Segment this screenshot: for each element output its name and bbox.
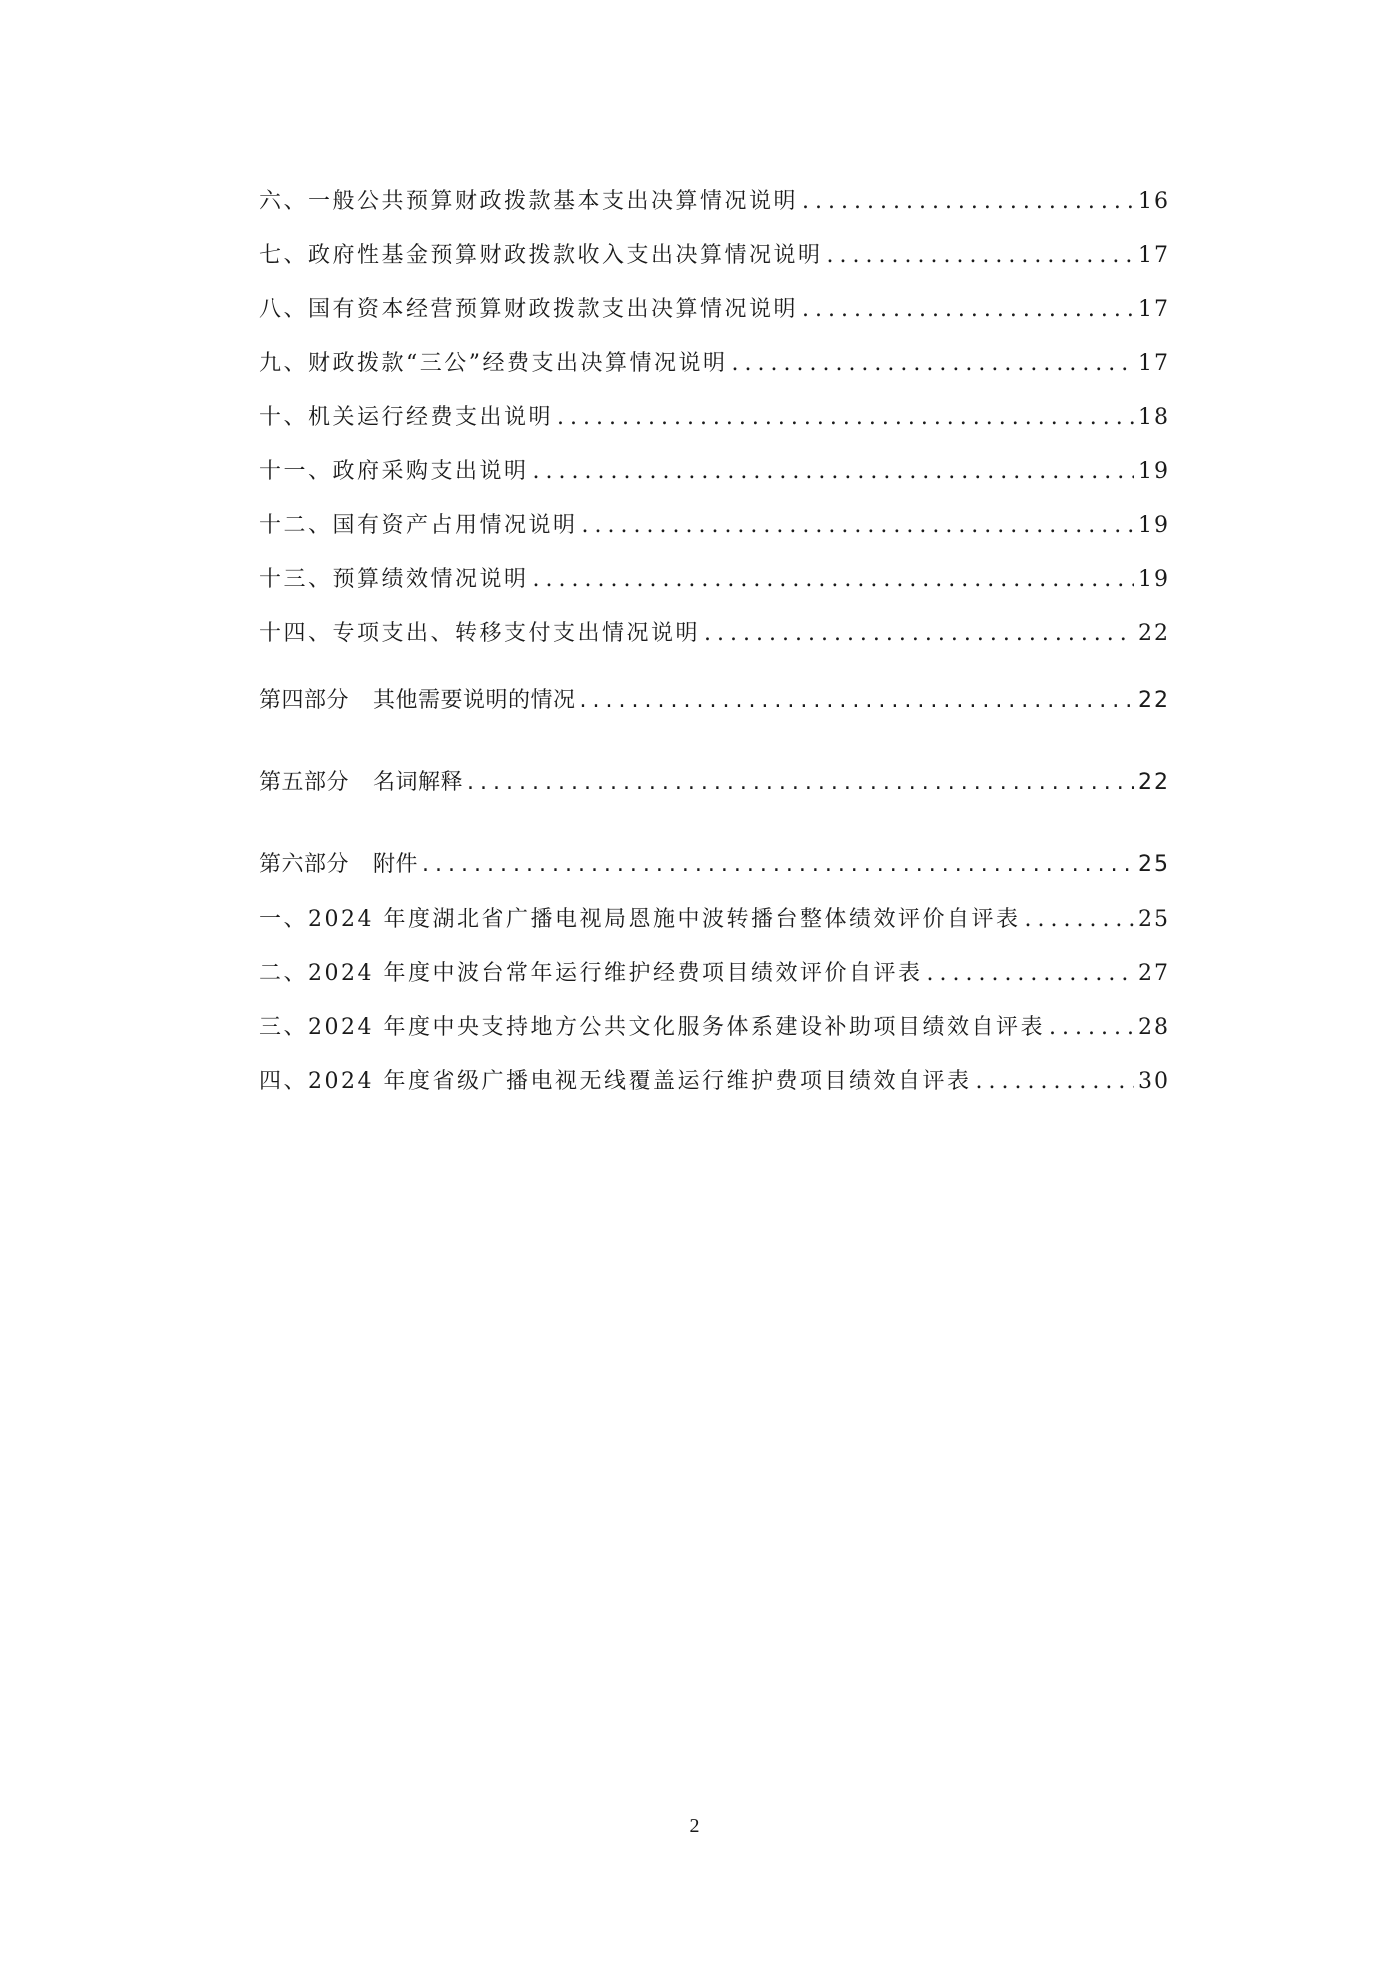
toc-entry-title: 二、2024 年度中波台常年运行维护经费项目绩效评价自评表 <box>259 961 923 986</box>
toc-entry[interactable] <box>259 947 1170 1001</box>
dot-leader <box>557 391 1134 445</box>
toc-part-label: 第六部分 <box>259 852 350 877</box>
toc-entry[interactable] <box>259 607 1170 661</box>
toc-entry[interactable] <box>259 337 1170 391</box>
toc-entry-page: 25 <box>1138 852 1170 877</box>
dot-leader <box>704 607 1134 661</box>
toc-part-title <box>259 673 576 729</box>
toc-entry-page: 19 <box>1138 459 1170 484</box>
toc-entry[interactable] <box>259 391 1170 445</box>
toc-entry-page: 30 <box>1138 1069 1170 1094</box>
toc-entry-page: 22 <box>1138 621 1170 646</box>
toc-entry[interactable] <box>259 499 1170 553</box>
toc-entry-title: 四、2024 年度省级广播电视无线覆盖运行维护费项目绩效自评表 <box>259 1069 972 1094</box>
dot-leader <box>802 283 1134 337</box>
dot-leader <box>1024 893 1134 947</box>
dot-leader <box>926 947 1134 1001</box>
toc-entry-page: 25 <box>1138 907 1170 932</box>
table-of-contents <box>259 175 1170 1109</box>
dot-leader <box>975 1055 1134 1109</box>
toc-entry-page: 18 <box>1138 405 1170 430</box>
toc-entry[interactable] <box>259 283 1170 337</box>
toc-entry-title: 十一、政府采购支出说明 <box>259 459 529 484</box>
toc-part-title <box>259 755 463 811</box>
toc-entry[interactable] <box>259 229 1170 283</box>
toc-entry-page: 28 <box>1138 1015 1170 1040</box>
toc-part-name: 其他需要说明的情况 <box>373 688 576 713</box>
toc-part-title <box>259 837 418 893</box>
dot-leader <box>467 755 1134 811</box>
dot-leader <box>802 175 1134 229</box>
toc-part-entry[interactable] <box>259 755 1170 811</box>
toc-entry-page: 22 <box>1138 688 1170 713</box>
toc-part-name: 名词解释 <box>373 770 464 795</box>
toc-entry-title: 六、一般公共预算财政拨款基本支出决算情况说明 <box>259 189 799 214</box>
toc-entry-title: 十三、预算绩效情况说明 <box>259 567 529 592</box>
toc-entry[interactable] <box>259 445 1170 499</box>
toc-part-label: 第五部分 <box>259 770 350 795</box>
toc-entry[interactable] <box>259 1001 1170 1055</box>
toc-entry-title: 十二、国有资产占用情况说明 <box>259 513 578 538</box>
dot-leader <box>422 837 1134 893</box>
toc-entry-title: 三、2024 年度中央支持地方公共文化服务体系建设补助项目绩效自评表 <box>259 1015 1045 1040</box>
toc-entry-title: 八、国有资本经营预算财政拨款支出决算情况说明 <box>259 297 799 322</box>
toc-entry-page: 22 <box>1138 770 1170 795</box>
toc-part-entry[interactable] <box>259 673 1170 729</box>
page-number: 2 <box>689 1815 700 1837</box>
toc-entry[interactable] <box>259 553 1170 607</box>
toc-entry-page: 17 <box>1138 243 1170 268</box>
dot-leader <box>580 673 1134 729</box>
toc-entry-title: 十四、专项支出、转移支付支出情况说明 <box>259 621 701 646</box>
dot-leader <box>732 337 1135 391</box>
toc-entry[interactable] <box>259 175 1170 229</box>
toc-entry-title: 九、财政拨款“三公”经费支出决算情况说明 <box>259 351 728 376</box>
toc-entry-title: 十、机关运行经费支出说明 <box>259 405 554 430</box>
toc-entry-title: 七、政府性基金预算财政拨款收入支出决算情况说明 <box>259 243 823 268</box>
toc-entry-page: 17 <box>1138 297 1170 322</box>
toc-entry-page: 17 <box>1138 351 1170 376</box>
dot-leader <box>827 229 1134 283</box>
dot-leader <box>533 445 1134 499</box>
dot-leader <box>582 499 1134 553</box>
toc-entry[interactable] <box>259 1055 1170 1109</box>
toc-entry[interactable] <box>259 893 1170 947</box>
toc-entry-page: 19 <box>1138 513 1170 538</box>
toc-entry-page: 27 <box>1138 961 1170 986</box>
toc-entry-page: 19 <box>1138 567 1170 592</box>
dot-leader <box>533 553 1134 607</box>
toc-entry-title: 一、2024 年度湖北省广播电视局恩施中波转播台整体绩效评价自评表 <box>259 907 1021 932</box>
toc-entry-page: 16 <box>1138 189 1170 214</box>
toc-part-label: 第四部分 <box>259 688 350 713</box>
toc-part-name: 附件 <box>373 852 419 877</box>
dot-leader <box>1049 1001 1134 1055</box>
toc-part-entry[interactable] <box>259 837 1170 893</box>
